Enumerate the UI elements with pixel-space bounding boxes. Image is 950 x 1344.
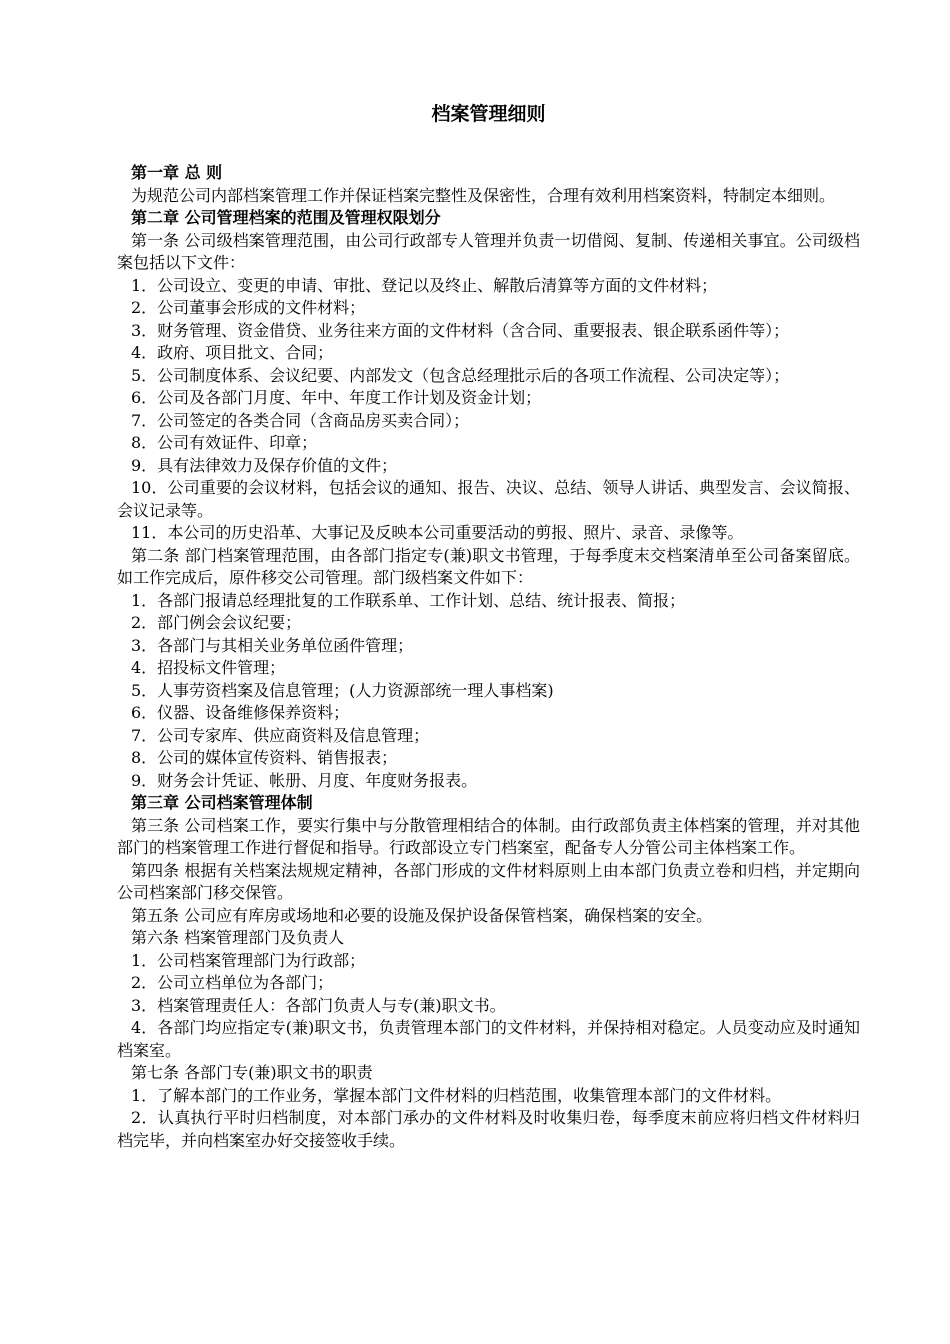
body-paragraph: 第五条 公司应有库房或场地和必要的设施及保护设备保管档案，确保档案的安全。	[131, 905, 713, 925]
body-paragraph: 6．仪器、设备维修保养资料；	[131, 703, 350, 722]
body-paragraph: 9．财务会计凭证、帐册、月度、年度财务报表。	[131, 770, 478, 790]
document-body	[117, 162, 860, 1152]
body-paragraph: 7．公司签定的各类合同（含商品房买卖合同）；	[131, 410, 470, 430]
body-paragraph: 2．公司董事会形成的文件材料；	[131, 298, 366, 317]
body-paragraph: 第四条 根据有关档案法规规定精神，各部门形成的文件材料原则上由本部门负责立卷和归档，并定期向公司档案部门移交保管。	[117, 860, 860, 902]
body-paragraph: 1．了解本部门的工作业务，掌握本部门文件材料的归档范围，收集管理本部门的文件材料。	[131, 1085, 782, 1105]
body-paragraph: 11．本公司的历史沿革、大事记及反映本公司重要活动的剪报、照片、录音、录像等。	[131, 523, 744, 542]
body-paragraph: 3．各部门与其相关业务单位函件管理；	[131, 635, 414, 655]
body-paragraph: 第一条 公司级档案管理范围，由公司行政部专人管理并负责一切借阅、复制、传递相关事宜。公司级档案包括以下文件：	[117, 230, 860, 272]
body-paragraph: 10．公司重要的会议材料，包括会议的通知、报告、决议、总结、领导人讲话、典型发言、会议简报、会议记录等。	[117, 478, 860, 520]
body-paragraph: 为规范公司内部档案管理工作并保证档案完整性及保密性，合理有效利用档案资料，特制定本细则。	[131, 185, 836, 205]
body-paragraph: 6．公司及各部门月度、年中、年度工作计划及资金计划；	[131, 388, 542, 407]
body-paragraph: 第七条 各部门专(兼)职文书的职责	[131, 1063, 373, 1082]
chapter-heading: 第一章 总 则	[131, 163, 223, 182]
body-paragraph: 4．政府、项目批文、合同；	[131, 343, 334, 362]
body-paragraph: 2．部门例会会议纪要；	[131, 613, 302, 632]
body-paragraph: 2．认真执行平时归档制度，对本部门承办的文件材料及时收集归卷，每季度末前应将归档文件材料归档完毕，并向档案室办好交接签收手续。	[117, 1108, 860, 1150]
body-paragraph: 8．公司的媒体宣传资料、销售报表；	[131, 748, 398, 767]
body-paragraph: 3．财务管理、资金借贷、业务往来方面的文件材料（含合同、重要报表、银企联系函件等）；	[131, 320, 790, 340]
body-paragraph: 1．各部门报请总经理批复的工作联系单、工作计划、总结、统计报表、简报；	[131, 590, 686, 610]
body-paragraph: 1．公司设立、变更的申请、审批、登记以及终止、解散后清算等方面的文件材料；	[131, 275, 718, 295]
body-paragraph: 2．公司立档单位为各部门；	[131, 973, 334, 992]
chapter-heading: 第二章 公司管理档案的范围及管理权限划分	[131, 208, 441, 227]
body-paragraph: 7．公司专家库、供应商资料及信息管理；	[131, 725, 430, 745]
chapter-heading: 第三章 公司档案管理体制	[131, 793, 313, 812]
body-paragraph: 1．公司档案管理部门为行政部；	[131, 950, 366, 970]
body-paragraph: 3．档案管理责任人：各部门负责人与专(兼)职文书。	[131, 995, 506, 1015]
body-paragraph: 4．各部门均应指定专(兼)职文书，负责管理本部门的文件材料，并保持相对稳定。人员变动应及时通知档案室。	[117, 1018, 860, 1060]
document-title: 档案管理细则	[431, 103, 546, 125]
body-paragraph: 4．招投标文件管理；	[131, 658, 286, 677]
body-paragraph: 8．公司有效证件、印章；	[131, 433, 318, 452]
body-paragraph: 第二条 部门档案管理范围，由各部门指定专(兼)职文书管理，于每季度末交档案清单至公司备案留底。如工作完成后，原件移交公司管理。部门级档案文件如下：	[117, 545, 860, 587]
body-paragraph: 第六条 档案管理部门及负责人	[131, 928, 345, 947]
body-paragraph: 第三条 公司档案工作，要实行集中与分散管理相结合的体制。由行政部负责主体档案的管理，并对其他部门的档案管理工作进行督促和指导。行政部设立专门档案室，配备专人分管公司主体档案工作。	[117, 815, 860, 857]
body-paragraph: 5．公司制度体系、会议纪要、内部发文（包含总经理批示后的各项工作流程、公司决定等）；	[131, 365, 790, 385]
body-paragraph: 5．人事劳资档案及信息管理；(人力资源部统一理人事档案)	[131, 680, 554, 700]
body-paragraph: 9．具有法律效力及保存价值的文件；	[131, 455, 398, 475]
